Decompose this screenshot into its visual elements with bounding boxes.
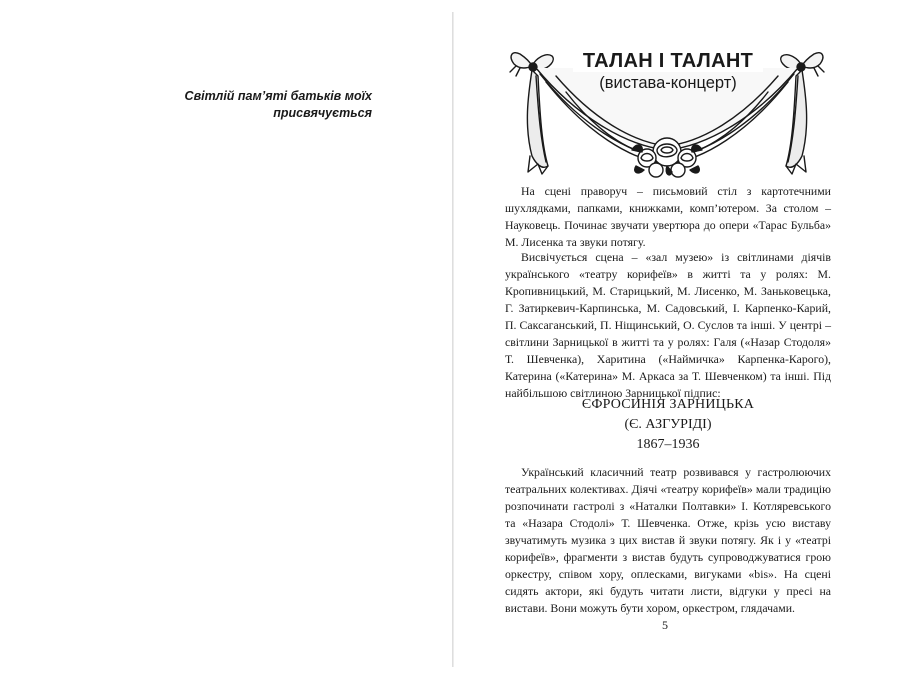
paragraph: Висвічується сцена – «зал музею» із світлинами діячів українського «театру корифеїв» в житті та у ролях: М. Кропивницький, М. Старицький, М. Лисенко, М. Заньковецька, Г. Затиркевич-Карпинська, М. Садовський, І. Карпенко-Карий, П. Саксаганський, П. Ніщинський, О. Суслов та інші. У центрі – світлини Зарницької в житті та у ролях: Галя («Назар Стодоля» Т. Шевченка), Харитина («Наймичка» Карпенка-Карого), Катерина («Катерина» М. Аркаса за Т. Шевченком) та інші. Під найбільшою світлиною Зарницької підпис: bbox=[505, 250, 831, 400]
page-number: 5 bbox=[662, 618, 668, 632]
caption-years: 1867–1936 bbox=[636, 437, 700, 452]
dedication-line-1: Світлій пам’яті батьків моїх bbox=[184, 89, 372, 103]
stage-direction-3 bbox=[505, 464, 831, 623]
page-subtitle: (вистава-концерт) bbox=[599, 74, 737, 92]
page-title: ТАЛАН І ТАЛАНТ bbox=[573, 50, 763, 72]
dedication-line-2: присвячується bbox=[273, 106, 372, 120]
stage-direction-1 bbox=[505, 183, 831, 257]
stage-direction-2 bbox=[505, 249, 831, 408]
paragraph: Український класичний театр розвивався у гастролюючих театральних колективах. Діячі «театру корифеїв» мали традицію розпочинати гастролі з «Наталки Полтавки» І. Котляревського та «Назара Стодолі» Т. Шевченка. Отже, крізь усю виставу звучатимуть музика з цих вистав й звуки потягу. Як і у «театрі корифеїв», фрагменти з вистав будуть супроводжуватися грою оркестру, співом хору, оплесками, вигуками «bis». На сцені сидять актори, які будуть читати листи, відгуки у пресі на вистави. Вони можуть бути хором, оркестром, глядачами. bbox=[505, 465, 831, 615]
dedication bbox=[150, 88, 372, 122]
caption-alias: (Є. АЗГУРІДІ) bbox=[624, 417, 712, 432]
paragraph: На сцені праворуч – письмовий стіл з картотечними шухлядками, папками, книжками, комп’ютером. За столом – Науковець. Починає звучати увертюра до опери «Тарас Бульба» М. Лисенка та звуки потягу. bbox=[505, 184, 831, 249]
caption-name: ЄФРОСИНІЯ ЗАРНИЦЬКА bbox=[581, 397, 755, 412]
book-gutter bbox=[452, 12, 454, 667]
